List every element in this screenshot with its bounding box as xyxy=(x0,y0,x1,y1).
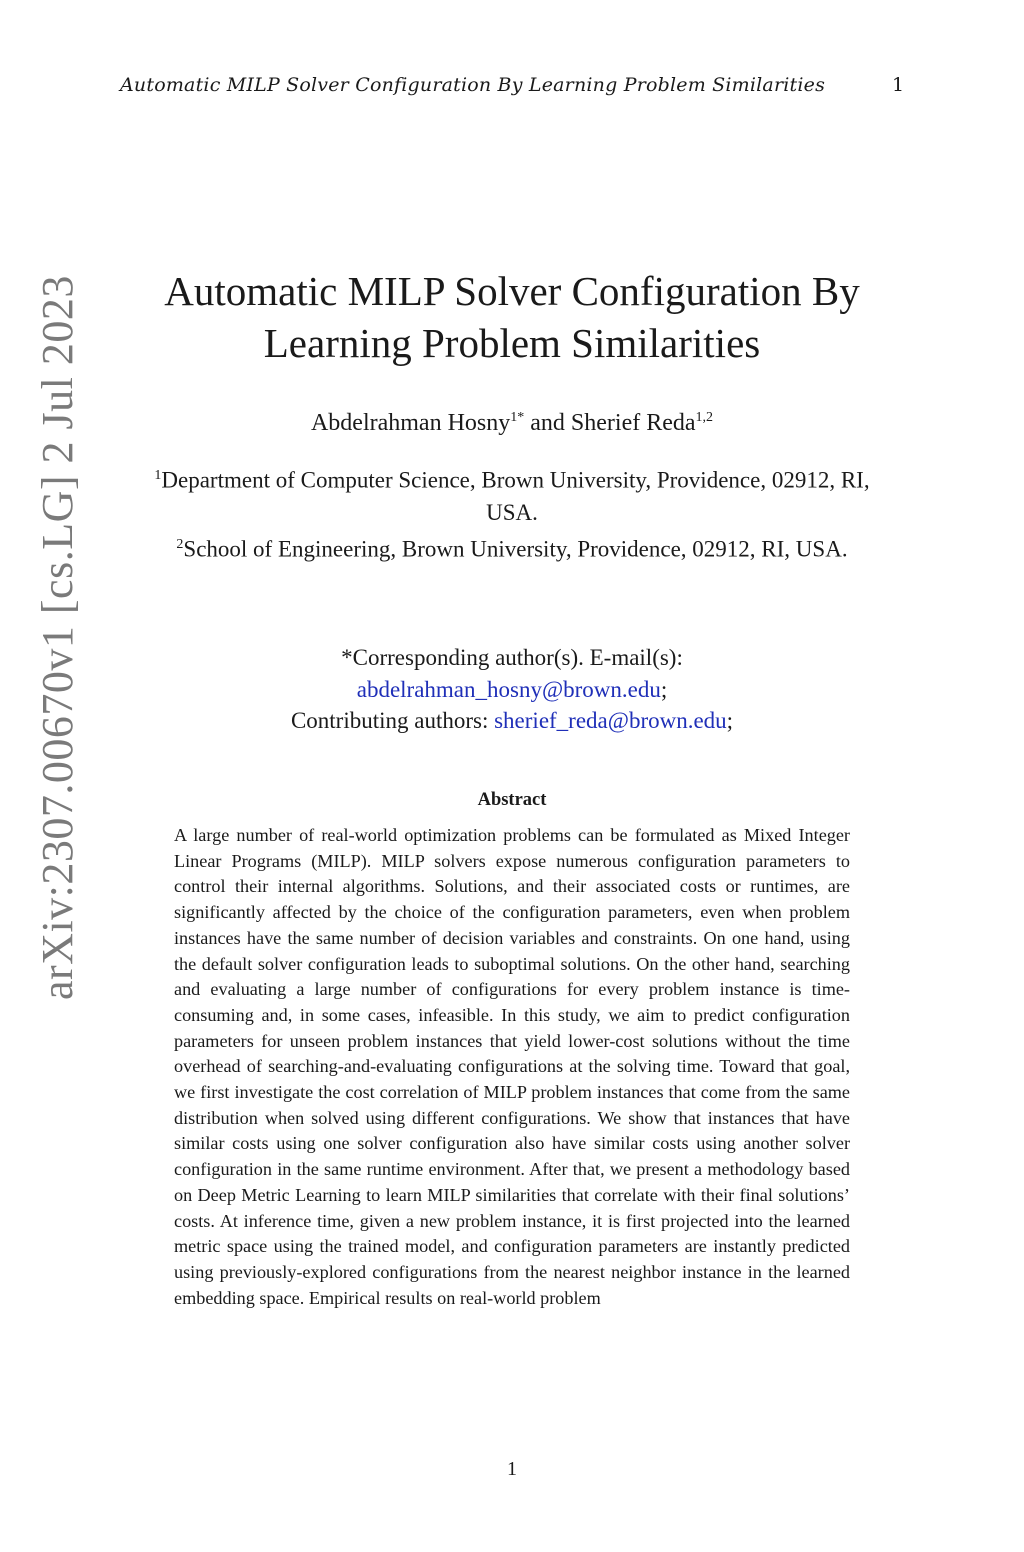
affiliation-entry xyxy=(140,460,884,529)
affiliation-text: Department of Computer Science, Brown University, Providence, 02912, RI, USA. xyxy=(161,467,870,525)
email-separator: ; xyxy=(660,676,668,702)
author-list xyxy=(100,410,924,437)
author-connector: and xyxy=(524,410,571,436)
affiliation-marker: 1 xyxy=(154,468,162,483)
corresponding-email-link[interactable]: abdelrahman_hosny@brown.edu xyxy=(356,676,661,702)
author-name: Sherief Reda xyxy=(570,410,696,436)
contributing-email-link[interactable]: sherief_reda@brown.edu xyxy=(494,708,727,733)
running-header-title: Automatic MILP Solver Configuration By Learning Problem Similarities xyxy=(120,74,826,96)
paper-title xyxy=(100,265,924,369)
corresponding-email-line xyxy=(140,674,884,706)
affiliation-list xyxy=(140,460,884,565)
contributing-authors-line xyxy=(140,705,884,737)
running-header-page-number: 1 xyxy=(892,74,905,96)
abstract-text: A large number of real-world optimization problems can be formulated as Mixed Integer Linear Programs (MILP). MILP solvers expose numerous configuration parameters to control their internal algorithms. Solutions, and their associated costs or runtimes, are significantly affected by the choice of the configuration parameters, even when problem instances have the same number of decision variables and constraints. On one hand, using the default solver configuration leads to suboptimal solutions. On the other hand, searching and evaluating a large number of configurations for every problem instance is time-consuming and, in some cases, infeasible. In this study, we aim to predict configuration parameters for unseen problem instances that yield lower-cost solutions without the time overhead of searching-and-evaluating configurations at the solving time. Toward that goal, we first investigate the cost correlation of MILP problem instances that come from the same distribution when solved using different configurations. We show that instances that have similar costs using one solver configuration also have similar costs using another solver configuration in the same runtime environment. After that, we present a methodology based on Deep Metric Learning to learn MILP similarities that correlate with their final solutions’ costs. At inference time, given a new problem instance, it is first projected into the learned metric space using the trained model, and configuration parameters are instantly predicted using previously-explored configurations from the nearest neighbor instance in the learned embedding space. Empirical results on real-world problem xyxy=(174,825,850,1308)
author-name: Abdelrahman Hosny xyxy=(310,410,511,436)
abstract-heading: Abstract xyxy=(477,790,547,810)
corresponding-author-label: *Corresponding author(s). E-mail(s): xyxy=(341,645,683,670)
page-number: 1 xyxy=(507,1458,517,1480)
paper-title-line-1: Automatic MILP Solver Configuration By xyxy=(164,268,860,314)
author-affiliation-marker: 1* xyxy=(510,410,525,425)
contact-block xyxy=(140,642,884,737)
email-separator: ; xyxy=(726,708,734,733)
author-affiliation-marker: 1,2 xyxy=(695,410,714,425)
affiliation-text: School of Engineering, Brown University, Providence, 02912, RI, USA. xyxy=(183,536,848,562)
arxiv-identifier-stamp[interactable]: arXiv:2307.00670v1 [cs.LG] 2 Jul 2023 xyxy=(33,275,82,1000)
affiliation-marker: 2 xyxy=(176,536,184,552)
paper-title-line-2: Learning Problem Similarities xyxy=(263,320,761,366)
affiliation-entry xyxy=(140,529,884,566)
contributing-authors-label: Contributing authors: xyxy=(290,708,495,733)
